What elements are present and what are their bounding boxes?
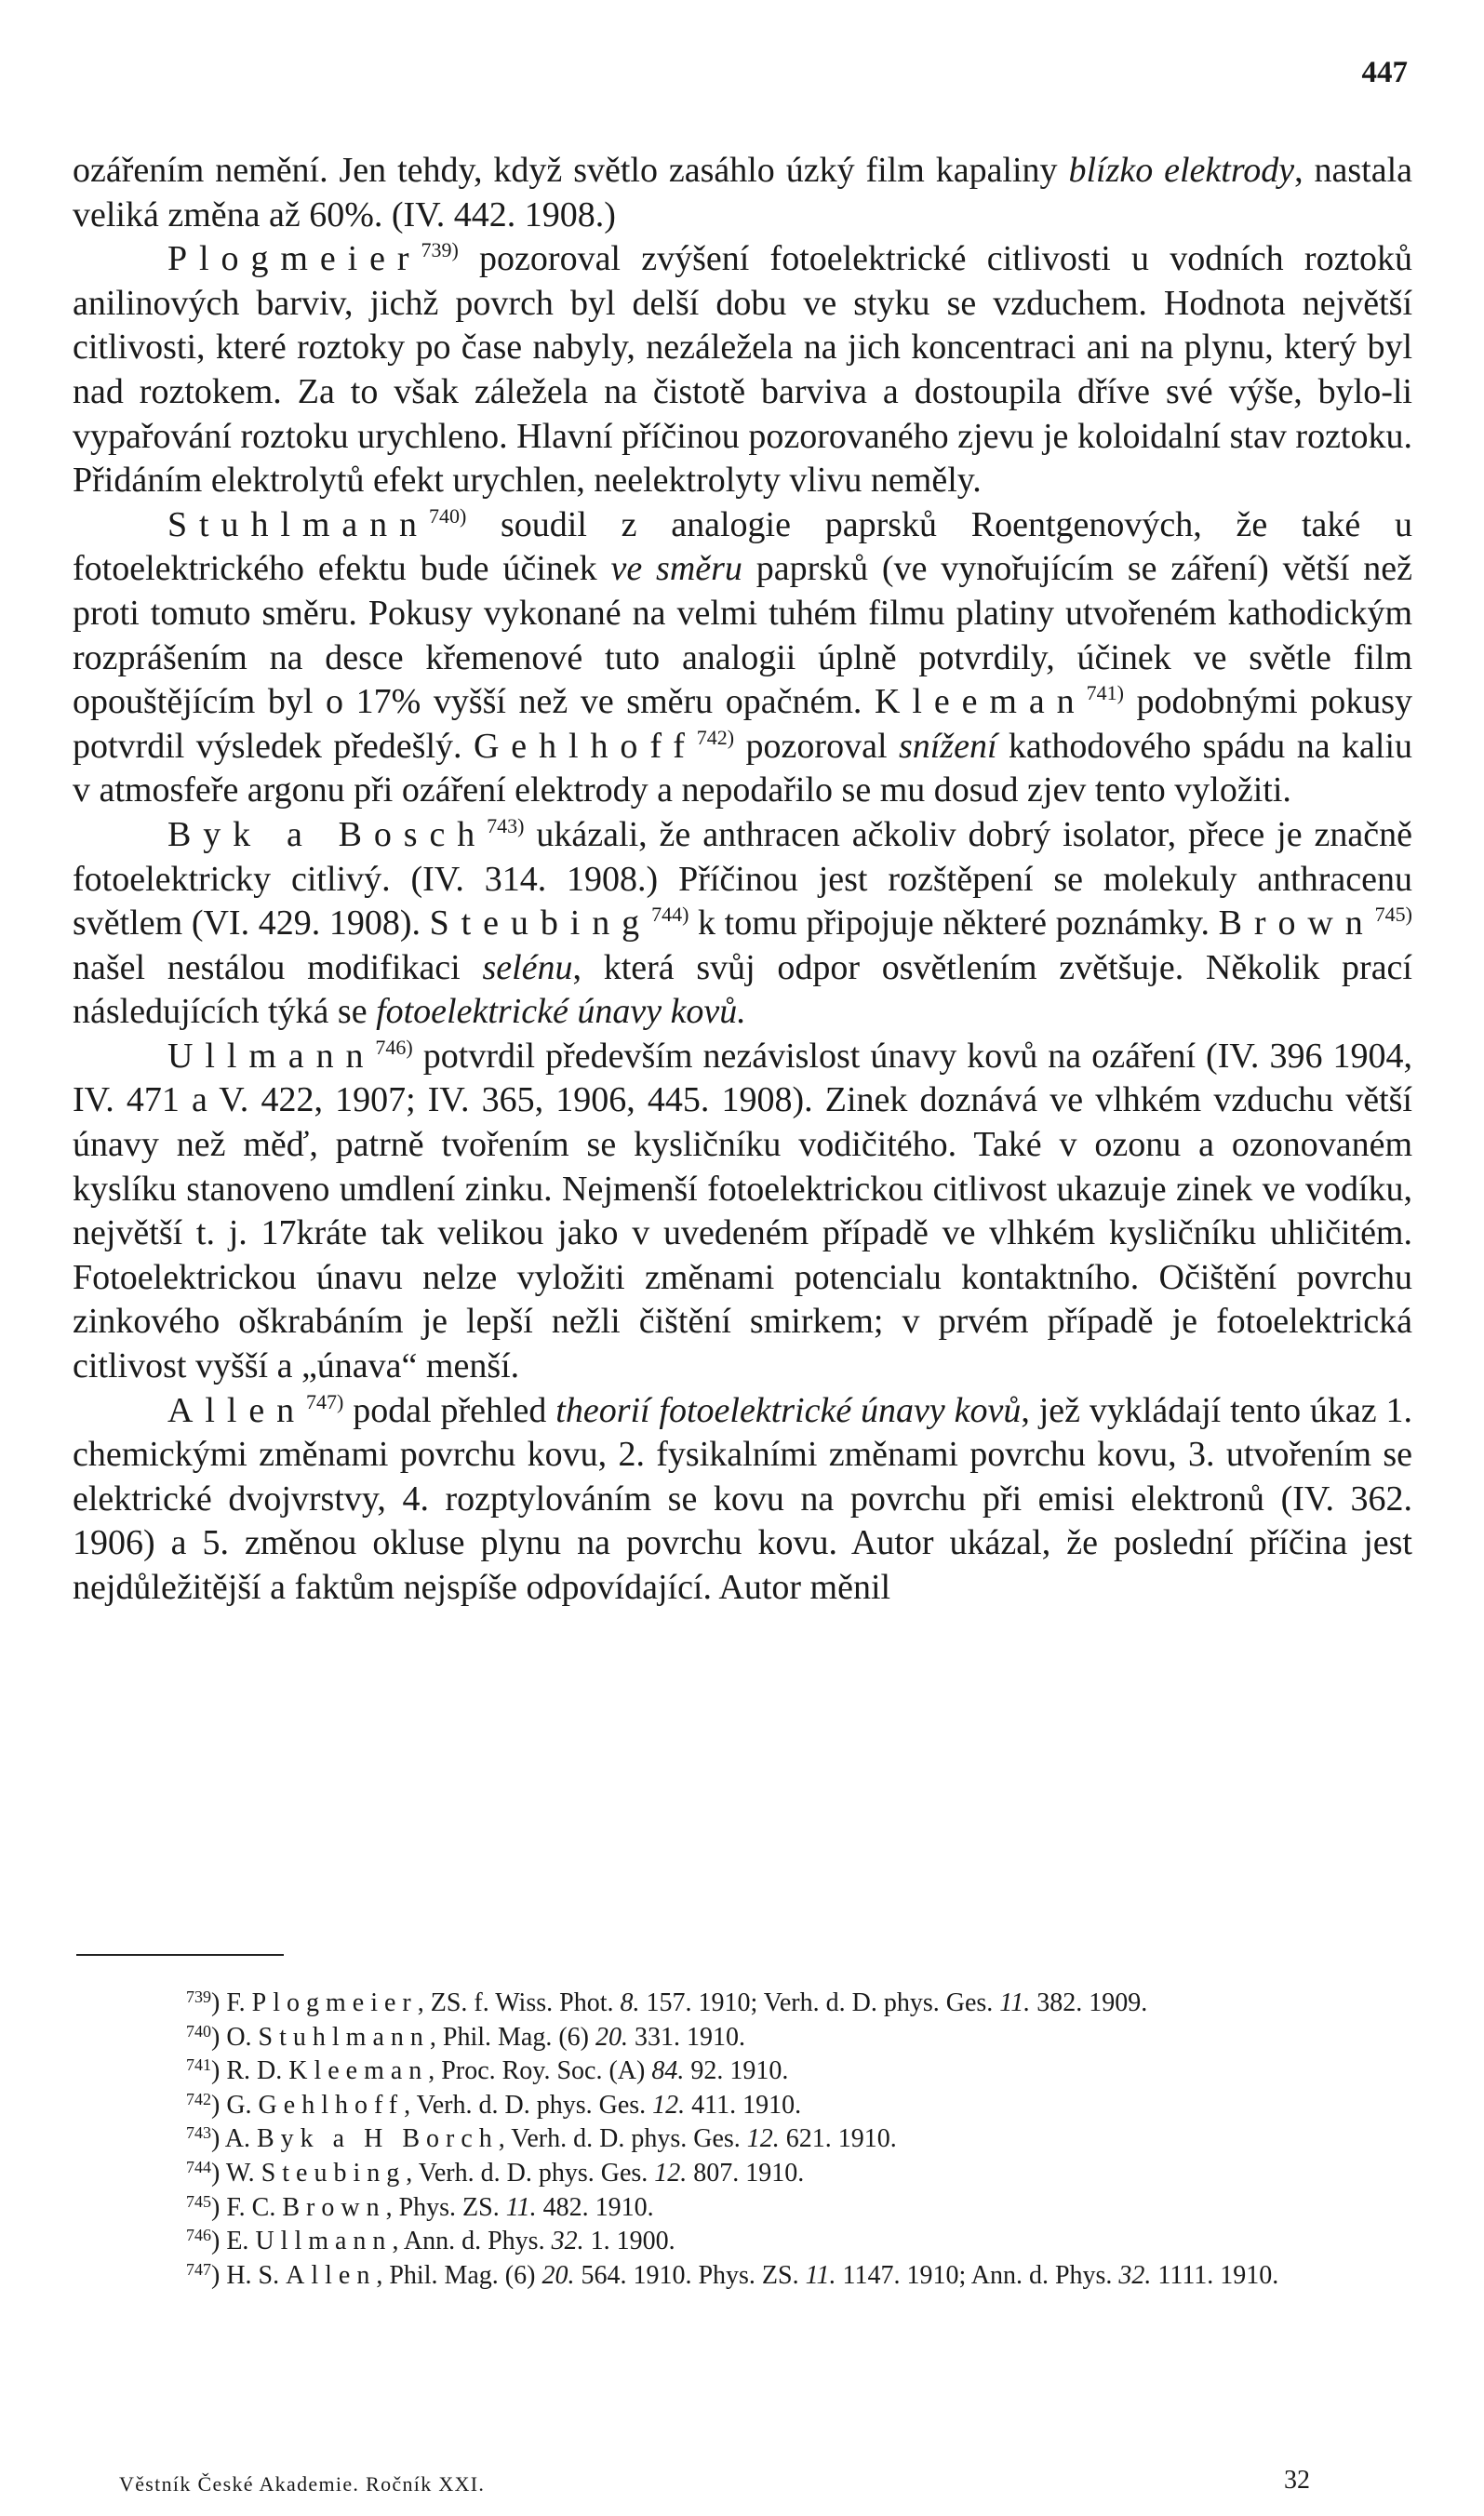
text-run: našel nestálou modifikaci — [73, 947, 483, 987]
text-run: 92. 1910. — [684, 2056, 789, 2086]
text-run: soudil z analogie paprsků Roentgenových, že také u fotoelektrického efektu bude účinek — [73, 504, 1412, 589]
text-run: 621. 1910. — [779, 2124, 897, 2154]
footer-journal-title: Věstník České Akademie. Ročník XXI. — [119, 2472, 486, 2496]
text-run: , která svůj odpor osvětlením zvětšuje. Několik prací následujících týká se — [73, 947, 1412, 1032]
italic-text: 20. — [541, 2260, 575, 2290]
text-run: pozoroval zvýšení fotoelektrické citlivosti u vodních roztoků anilinových barviv, jichž povrch byl delší dobu ve styku se vzduchem. Hodnota největší citlivosti, které roztoky po čase nabyly, nezáležela na jich koncentraci ani na plynu, který byl nad roztokem. Za to však záležela na čistotě barviva a dostoupila dříve své výše, bylo-li vypařování roztoku urychleno. Hlavní příčinou pozorovaného zjevu je koloidalní stav roztoku. Přidáním elektrolytů efekt urychlen, neelektrolyty vlivu neměly. — [73, 239, 1412, 501]
italic-text: 11. — [505, 2192, 537, 2222]
paragraph — [73, 1389, 1412, 1611]
footnote-ref: 745 — [186, 2191, 211, 2211]
italic-text: ve směru — [610, 549, 742, 589]
footnote-ref: 740) — [428, 503, 467, 528]
text-run: podobnými pokusy potvrdil výsledek předešlý. — [73, 682, 1412, 766]
footer-sheet-number: 32 — [1284, 2466, 1310, 2495]
footnote-ref: 743) — [487, 813, 525, 837]
paragraph — [73, 503, 1412, 813]
footnote — [74, 2021, 1410, 2055]
text-run: ) F. — [211, 1988, 252, 2017]
text-run: 382. 1909. — [1030, 1988, 1148, 2017]
footnote-ref: 744 — [186, 2157, 211, 2176]
italic-text: 84. — [651, 2056, 685, 2086]
italic-text: 12. — [654, 2158, 688, 2188]
footnote — [74, 2089, 1410, 2123]
text-run: pozoroval — [734, 726, 899, 766]
author-name: Gehlhoff — [473, 726, 697, 766]
paragraph — [73, 1035, 1412, 1389]
author-name: Plogmeier — [251, 1988, 418, 2017]
italic-text: 11. — [805, 2260, 836, 2290]
author-name: Kleeman — [288, 2056, 429, 2086]
italic-text: theorií fotoelektrické únavy kovů — [555, 1390, 1022, 1430]
text-run: ) H. S. — [211, 2260, 287, 2290]
footnote — [74, 2259, 1410, 2294]
italic-text: 12. — [652, 2090, 686, 2120]
footnote-ref: 744) — [651, 903, 689, 927]
text-run: , ZS. f. Wiss. Phot. — [417, 1988, 621, 2017]
author-name: Steubing — [261, 2158, 407, 2188]
text-run: ) F. C. — [211, 2192, 283, 2222]
text-run: ) O. — [211, 2022, 259, 2052]
text-run: 1147. 1910; Ann. d. Phys. — [836, 2260, 1119, 2290]
author-name: Gehlhoff — [258, 2090, 405, 2120]
author-name: Ullmann — [167, 1036, 376, 1076]
italic-text: 8. — [620, 1988, 640, 2017]
author-name: Brown — [282, 2192, 386, 2222]
text-run: , Phil. Mag. (6) — [429, 2022, 595, 2052]
footnote-ref: 742 — [186, 2089, 211, 2108]
footnote — [74, 2054, 1410, 2089]
footnote — [74, 2122, 1410, 2157]
text-run: 1. 1900. — [583, 2227, 675, 2256]
text-run: 157. 1910; Verh. d. D. phys. Ges. — [639, 1988, 1000, 2017]
text-run: paprsků (ve vynořujícím se záření) větší než proti tomuto směru. Pokusy vykonané na velmi tuhém filmu platiny utvořeném kathodickým rozprášením na desce křemenové tuto analogii úplně potvrdily, účinek ve světle film opouštějícím byl o 17% vyšší než ve směru opačném. — [73, 549, 1413, 722]
author-name: Brown — [1218, 903, 1375, 944]
footnote-ref: 739) — [421, 238, 459, 262]
footnote-ref: 746) — [375, 1035, 413, 1059]
text-run: ) G. — [211, 2090, 259, 2120]
text-run: podal přehled — [343, 1390, 556, 1430]
text-run: 411. 1910. — [685, 2090, 802, 2120]
italic-text: 12. — [746, 2124, 780, 2154]
text-run: ) E. — [211, 2227, 256, 2256]
italic-text: selénu — [482, 947, 573, 987]
author-name: Allen — [286, 2260, 377, 2290]
italic-text: 20. — [595, 2022, 628, 2052]
footnotes — [74, 1987, 1410, 2293]
footnote-ref: 741 — [186, 2055, 211, 2075]
author-name: Byk a Bosch — [167, 814, 488, 854]
italic-text: 32. — [1118, 2260, 1152, 2290]
footnote-separator — [76, 1954, 284, 1956]
author-name: Allen — [167, 1390, 307, 1430]
author-name: Stuhlmann — [167, 504, 429, 544]
text-run: , Phys. ZS. — [385, 2192, 506, 2222]
text-run: 331. 1910. — [628, 2022, 745, 2052]
text-run: , Ann. d. Phys. — [392, 2227, 552, 2256]
text-run: 482. 1910. — [536, 2192, 654, 2222]
text-run: k tomu připojuje některé poznámky. — [689, 903, 1219, 944]
italic-text: blízko elektrody — [1068, 151, 1295, 190]
paragraph — [73, 237, 1412, 503]
footnote — [74, 2191, 1410, 2226]
text-run: , Verh. d. D. phys. Ges. — [404, 2090, 653, 2120]
footnote-ref: 742) — [696, 725, 735, 749]
footnote — [74, 2225, 1410, 2259]
italic-text: 11. — [999, 1988, 1031, 2017]
text-run: , Proc. Roy. Soc. (A) — [428, 2056, 652, 2086]
text-run: ) A. — [211, 2124, 257, 2154]
italic-text: fotoelektrické únavy kovů. — [376, 992, 746, 1032]
footnote-ref: 747) — [306, 1389, 344, 1413]
footnote-ref: 743 — [186, 2123, 211, 2143]
text-run: ) W. — [211, 2158, 261, 2188]
author-name: Byk a H Borch — [257, 2124, 499, 2154]
footnote — [74, 2157, 1410, 2191]
footnote-ref: 747 — [186, 2259, 211, 2279]
text-run: , Verh. d. D. phys. Ges. — [406, 2158, 655, 2188]
paragraph — [73, 149, 1412, 237]
paragraph — [73, 813, 1412, 1035]
text-run: 564. 1910. Phys. ZS. — [574, 2260, 806, 2290]
author-name: Stuhlmann — [258, 2022, 430, 2052]
text-run: 807. 1910. — [687, 2158, 805, 2188]
footnote-ref: 741) — [1086, 681, 1124, 705]
text-run: , Phil. Mag. (6) — [376, 2260, 542, 2290]
author-name: Kleeman — [875, 682, 1087, 722]
text-run: kathodového spádu na kaliu v atmosfeře argonu při ozáření elektrody a nepodařilo se mu dosud zjev tento vyložiti. — [73, 726, 1413, 810]
body-text — [73, 149, 1412, 1611]
text-run: , jež vykládají tento úkaz 1. chemickými změnami povrchu kovu, 2. fysikalními změnami povrchu kovu, 3. utvořením se elektrické dvojvrstvy, 4. rozptylováním se kovu na povrchu při emisi elektronů (IV. 362. 1906) a 5. změnou okluse plynu na povrchu kovu. Autor ukázal, že poslední příčina jest nejdůležitější a faktům nejspíše odpovídající. Autor měnil — [73, 1390, 1412, 1607]
text-run: ukázali, že anthracen ačkoliv dobrý isolator, přece je značně fotoelektricky citlivý. (IV. 314. 1908.) Příčinou jest rozštěpení se molekuly anthracenu světlem (VI. 429. 1908). — [73, 814, 1412, 944]
text-run: , Verh. d. D. phys. Ges. — [498, 2124, 747, 2154]
footnote-ref: 740 — [186, 2021, 211, 2041]
text-run: 1111. 1910. — [1151, 2260, 1279, 2290]
page-number: 447 — [1361, 56, 1408, 89]
text-run: ) R. D. — [211, 2056, 289, 2086]
text-run: ozářením nemění. Jen tehdy, když světlo zasáhlo úzký film kapaliny — [73, 151, 1069, 190]
text-run: potvrdil především nezávislost únavy kovů na ozáření (IV. 396 1904, IV. 471 a V. 422, 1907; IV. 365, 1906, 445. 1908). Zinek doznává ve vlhkém vzduchu větší únavy než měď, patrně tvořením se kysličníku vodičitého. Také v ozonu a ozonovaném kyslíku stanoveno umdlení zinku. Nejmenší fotoelektrickou citlivost ukazuje zinek ve vodíku, největší t. j. 17kráte tak velikou jako v uvedeném případě ve vlhkém kysličníku uhličitém. Fotoelektrickou únavu nelze vyložiti změnami potencialu kontaktního. Očištění povrchu zinkového oškrabáním je lepší nežli čištění smirkem; v prvém případě je fotoelektrická citlivost vyšší a „únava“ menší. — [73, 1036, 1412, 1386]
author-name: Ullmann — [255, 2227, 393, 2256]
footnote — [74, 1987, 1410, 2021]
author-name: Plogmeier — [167, 239, 421, 279]
author-name: Steubing — [429, 903, 652, 944]
footnote-ref: 746 — [186, 2226, 211, 2245]
footnote-ref: 745) — [1374, 903, 1412, 927]
italic-text: snížení — [898, 726, 997, 766]
footnote-ref: 739 — [186, 1987, 211, 2006]
text-run: , nastala veliká změna až 60%. (IV. 442. 1908.) — [73, 151, 1412, 234]
italic-text: 32. — [551, 2227, 584, 2256]
